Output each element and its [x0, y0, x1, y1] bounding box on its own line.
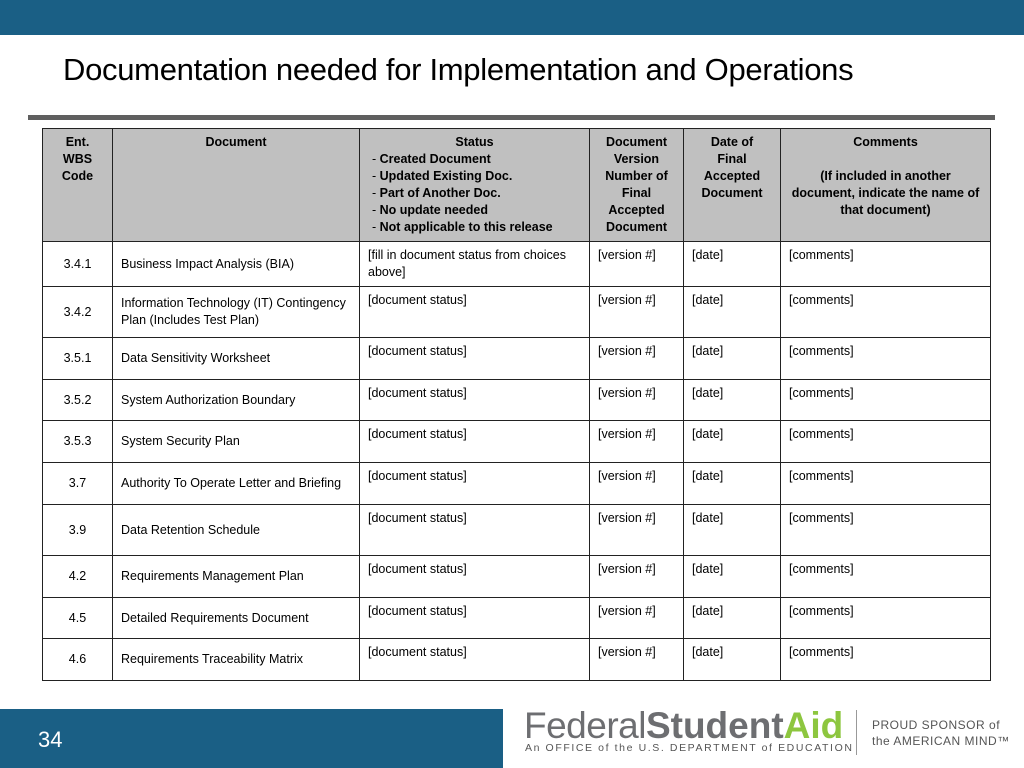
logo-aid: Aid	[783, 705, 844, 746]
cell-code: 3.5.3	[43, 421, 113, 463]
cell-comments: [comments]	[781, 598, 991, 639]
cell-date: [date]	[684, 287, 781, 338]
title-divider	[28, 115, 995, 120]
header-line: Final	[621, 186, 652, 200]
cell-document: Business Impact Analysis (BIA)	[113, 242, 360, 287]
cell-version: [version #]	[590, 639, 684, 681]
cell-comments: [comments]	[781, 287, 991, 338]
table-row	[43, 242, 991, 287]
cell-status: [document status]	[360, 556, 590, 598]
table-row	[43, 556, 991, 598]
cell-comments: [comments]	[781, 421, 991, 463]
cell-version: [version #]	[590, 287, 684, 338]
status-option: - Part of Another Doc.	[372, 186, 501, 200]
header-line: Accepted	[608, 203, 665, 217]
cell-version: [version #]	[590, 505, 684, 556]
header-line: Date of	[710, 135, 754, 149]
cell-status: [document status]	[360, 287, 590, 338]
page-number: 34	[38, 727, 63, 752]
header-line: Final	[717, 152, 747, 166]
cell-date: [date]	[684, 505, 781, 556]
header-line: Number of	[605, 169, 668, 183]
cell-version: [version #]	[590, 380, 684, 421]
table-row	[43, 338, 991, 380]
top-banner	[0, 0, 1024, 35]
cell-document: Requirements Traceability Matrix	[113, 639, 360, 681]
cell-code: 3.7	[43, 463, 113, 505]
table-row	[43, 639, 991, 681]
cell-code: 4.6	[43, 639, 113, 681]
cell-status: [document status]	[360, 421, 590, 463]
cell-code: 3.4.2	[43, 287, 113, 338]
header-line: Document	[605, 135, 668, 149]
header-line: Code	[61, 169, 94, 183]
cell-date: [date]	[684, 380, 781, 421]
cell-comments: [comments]	[781, 463, 991, 505]
cell-date: [date]	[684, 639, 781, 681]
cell-document: Information Technology (IT) Contingency Plan (Includes Test Plan)	[113, 287, 360, 338]
cell-document: Detailed Requirements Document	[113, 598, 360, 639]
table-row	[43, 505, 991, 556]
cell-document: Authority To Operate Letter and Briefing	[113, 463, 360, 505]
cell-comments: [comments]	[781, 380, 991, 421]
cell-code: 4.5	[43, 598, 113, 639]
comments-title: Comments	[853, 135, 918, 149]
sponsor-text	[872, 717, 1010, 749]
cell-date: [date]	[684, 242, 781, 287]
documentation-table	[42, 128, 991, 681]
cell-document: System Security Plan	[113, 421, 360, 463]
cell-code: 3.4.1	[43, 242, 113, 287]
header-comments	[781, 129, 991, 242]
cell-version: [version #]	[590, 242, 684, 287]
status-option: - Not applicable to this release	[372, 220, 553, 234]
cell-status: [document status]	[360, 338, 590, 380]
header-code	[43, 129, 113, 242]
logo-divider	[856, 710, 857, 755]
cell-comments: [comments]	[781, 338, 991, 380]
header-status	[360, 129, 590, 242]
cell-document: Data Sensitivity Worksheet	[113, 338, 360, 380]
cell-comments: [comments]	[781, 556, 991, 598]
table-row	[43, 380, 991, 421]
cell-date: [date]	[684, 598, 781, 639]
cell-code: 3.5.1	[43, 338, 113, 380]
cell-status: [document status]	[360, 380, 590, 421]
logo-office-text: An OFFICE of the U.S. DEPARTMENT of EDUCATION	[525, 742, 854, 754]
header-line: Version	[613, 152, 660, 166]
status-title: Status	[455, 135, 494, 149]
cell-version: [version #]	[590, 338, 684, 380]
cell-status: [document status]	[360, 598, 590, 639]
sponsor-line-2: the AMERICAN MIND™	[872, 734, 1010, 748]
header-line: Document	[605, 220, 668, 234]
cell-comments: [comments]	[781, 505, 991, 556]
cell-document: System Authorization Boundary	[113, 380, 360, 421]
cell-status: [document status]	[360, 639, 590, 681]
comments-note: (If included in another document, indicate the name of that document)	[791, 169, 980, 217]
cell-status: [document status]	[360, 463, 590, 505]
cell-version: [version #]	[590, 598, 684, 639]
table-header-row	[43, 129, 991, 242]
logo-federal: Federal	[524, 705, 646, 746]
cell-date: [date]	[684, 421, 781, 463]
logo-student: Student	[645, 705, 784, 746]
cell-comments: [comments]	[781, 242, 991, 287]
sponsor-line-1: PROUD SPONSOR of	[872, 718, 1001, 732]
cell-status: [document status]	[360, 505, 590, 556]
cell-version: [version #]	[590, 463, 684, 505]
cell-date: [date]	[684, 463, 781, 505]
cell-version: [version #]	[590, 556, 684, 598]
header-document: Document	[113, 129, 360, 242]
table-row	[43, 463, 991, 505]
page-title: Documentation needed for Implementation and Operations	[63, 52, 854, 87]
cell-document: Data Retention Schedule	[113, 505, 360, 556]
fsa-logo	[524, 705, 843, 747]
header-date	[684, 129, 781, 242]
table-row	[43, 421, 991, 463]
cell-date: [date]	[684, 338, 781, 380]
status-option: - No update needed	[372, 203, 488, 217]
cell-date: [date]	[684, 556, 781, 598]
footer-bar	[0, 709, 503, 768]
header-line: Ent.	[65, 135, 90, 149]
cell-code: 3.9	[43, 505, 113, 556]
cell-document: Requirements Management Plan	[113, 556, 360, 598]
cell-code: 4.2	[43, 556, 113, 598]
cell-comments: [comments]	[781, 639, 991, 681]
header-line: Accepted	[703, 169, 761, 183]
table-row	[43, 287, 991, 338]
cell-code: 3.5.2	[43, 380, 113, 421]
cell-status: [fill in document status from choices above]	[360, 242, 590, 287]
header-line: WBS	[62, 152, 93, 166]
table-row	[43, 598, 991, 639]
status-option: - Updated Existing Doc.	[372, 169, 513, 183]
cell-version: [version #]	[590, 421, 684, 463]
header-line: Document	[701, 186, 763, 200]
status-option: - Created Document	[372, 152, 491, 166]
header-version	[590, 129, 684, 242]
